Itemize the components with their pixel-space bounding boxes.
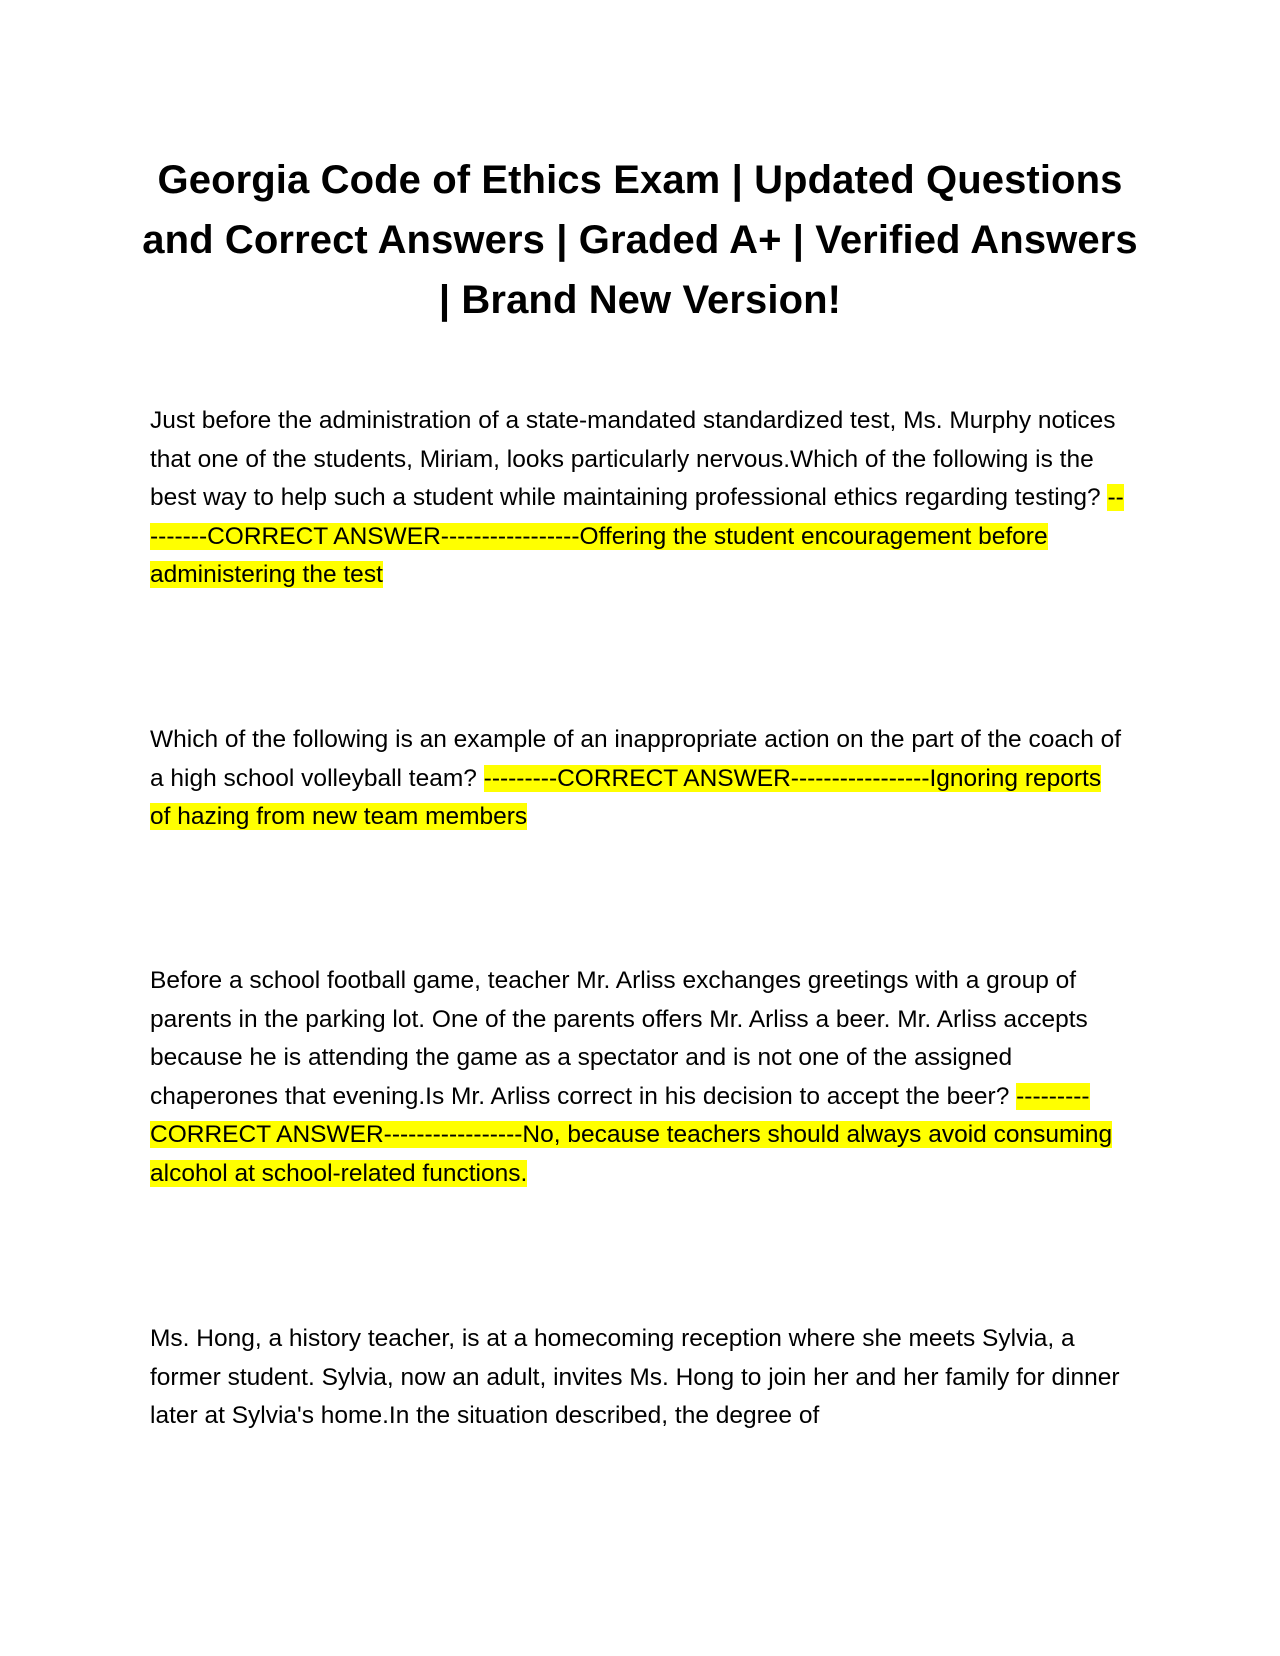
document-title: Georgia Code of Ethics Exam | Updated Questions and Correct Answers | Graded A+ | Verified Answers | Brand New Version!	[142, 158, 1138, 322]
correct-answer-highlight: ---------CORRECT ANSWER-----------------Offering the student encouragement before administering the test	[150, 484, 1124, 588]
question-item	[150, 1320, 1125, 1436]
question-item	[150, 402, 1125, 595]
question-item	[150, 721, 1125, 837]
question-text: Before a school football game, teacher Mr. Arliss exchanges greetings with a group of parents in the parking lot. One of the parents offers Mr. Arliss a beer. Mr. Arliss accepts because he is attending the game as a spectator and is not one of the assigned chaperones that evening.Is Mr. Arliss correct in his decision to accept the beer?	[150, 967, 1088, 1110]
question-text: Ms. Hong, a history teacher, is at a homecoming reception where she meets Sylvia, a former student. Sylvia, now an adult, invites Ms. Hong to join her and her family for dinner later at Sylvia's home.In the situation described, the degree of	[150, 1325, 1120, 1429]
correct-answer-highlight: ---------CORRECT ANSWER-----------------No, because teachers should always avoid consuming alcohol at school-related functions.	[150, 1082, 1113, 1187]
question-text: Which of the following is an example of an inappropriate action on the part of the coach of a high school volleyball team?	[150, 726, 1122, 792]
question-item	[150, 962, 1125, 1193]
correct-answer-highlight: ---------CORRECT ANSWER-----------------Ignoring reports of hazing from new team members	[150, 764, 1102, 830]
question-text: Just before the administration of a state-mandated standardized test, Ms. Murphy notices that one of the students, Miriam, looks particularly nervous.Which of the following is the best way to help such a student while maintaining professional ethics regarding testing?	[150, 407, 1116, 511]
